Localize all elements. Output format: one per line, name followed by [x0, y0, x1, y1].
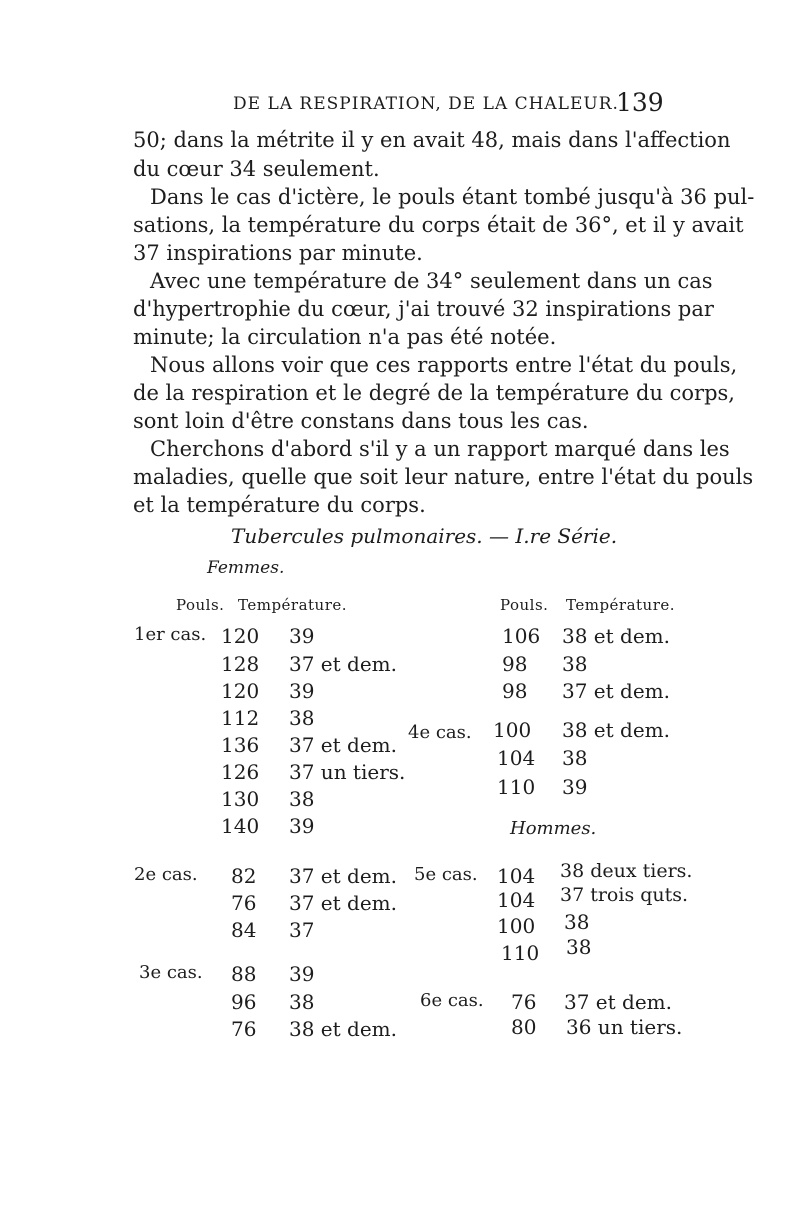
table-cell-pouls: 140 [221, 814, 260, 838]
table-cell-temp: 39 [289, 962, 315, 986]
table-cell-pouls: 130 [221, 787, 260, 811]
table-cell-pouls: 126 [221, 760, 260, 784]
table-cell-temp: 38 [564, 910, 590, 934]
body-line: du cœur 34 seulement. [133, 157, 380, 181]
table-cell-temp: 38 et dem. [562, 718, 670, 742]
table-cell-pouls: 106 [502, 624, 541, 648]
body-line: Nous allons voir que ces rapports entre l'état du pouls, [150, 353, 738, 377]
running-title: DE LA RESPIRATION, DE LA CHALEUR. [233, 94, 619, 114]
col-pouls-right: Pouls. [500, 596, 549, 614]
col-pouls-left: Pouls. [176, 596, 225, 614]
table-cell-temp: 37 et dem. [564, 990, 672, 1014]
table-cell-pouls: 88 [231, 962, 257, 986]
table-cell-pouls: 84 [231, 918, 257, 942]
body-line: sont loin d'être constans dans tous les cas. [133, 409, 589, 433]
table-cell-temp: 37 un tiers. [289, 760, 406, 784]
table-cell-pouls: 110 [497, 775, 536, 799]
table-cell-pouls: 76 [511, 990, 537, 1014]
body-line: Avec une température de 34° seulement dans un cas [150, 269, 713, 293]
table-cell-temp: 37 trois quts. [560, 884, 689, 906]
case-label: 1er cas. [134, 624, 207, 645]
table-cell-temp: 38 deux tiers. [560, 860, 693, 882]
body-line: Dans le cas d'ictère, le pouls étant tombé jusqu'à 36 pul- [150, 185, 755, 209]
section-hommes: Hommes. [510, 818, 597, 839]
body-line: 50; dans la métrite il y en avait 48, mais dans l'affection [133, 128, 731, 152]
table-cell-temp: 38 et dem. [289, 1017, 397, 1041]
table-cell-pouls: 104 [497, 864, 536, 888]
table-cell-pouls: 112 [221, 706, 260, 730]
table-cell-temp: 37 et dem. [289, 733, 397, 757]
table-cell-pouls: 120 [221, 679, 260, 703]
table-cell-temp: 38 [562, 746, 588, 770]
table-cell-pouls: 82 [231, 864, 257, 888]
table-cell-temp: 38 [566, 935, 592, 959]
case-label: 3e cas. [139, 962, 203, 983]
table-cell-temp: 38 [289, 706, 315, 730]
table-cell-temp: 37 et dem. [289, 891, 397, 915]
table-cell-pouls: 98 [502, 679, 528, 703]
body-line: d'hypertrophie du cœur, j'ai trouvé 32 inspirations par [133, 297, 714, 321]
case-label: 6e cas. [420, 990, 484, 1011]
table-cell-temp: 39 [289, 679, 315, 703]
table-cell-temp: 37 et dem. [562, 679, 670, 703]
case-label: 5e cas. [414, 864, 478, 885]
table-cell-temp: 39 [289, 624, 315, 648]
body-line: maladies, quelle que soit leur nature, entre l'état du pouls [133, 465, 754, 489]
table-cell-temp: 38 [289, 787, 315, 811]
table-cell-temp: 38 [562, 652, 588, 676]
table-cell-temp: 39 [562, 775, 588, 799]
table-cell-temp: 38 et dem. [562, 624, 670, 648]
table-cell-pouls: 136 [221, 733, 260, 757]
table-title: Tubercules pulmonaires. — I.re Série. [231, 524, 618, 548]
table-cell-pouls: 128 [221, 652, 260, 676]
table-cell-pouls: 120 [221, 624, 260, 648]
table-cell-temp: 37 [289, 918, 315, 942]
col-temp-left: Température. [238, 596, 348, 614]
table-cell-temp: 38 [289, 990, 315, 1014]
table-cell-pouls: 110 [501, 941, 540, 965]
col-temp-right: Température. [566, 596, 676, 614]
table-cell-pouls: 76 [231, 891, 257, 915]
body-line: minute; la circulation n'a pas été notée. [133, 325, 557, 349]
table-cell-pouls: 96 [231, 990, 257, 1014]
body-line: Cherchons d'abord s'il y a un rapport marqué dans les [150, 437, 730, 461]
body-line: et la température du corps. [133, 493, 426, 517]
table-cell-pouls: 100 [497, 914, 536, 938]
table-cell-pouls: 98 [502, 652, 528, 676]
table-cell-pouls: 104 [497, 746, 536, 770]
body-line: sations, la température du corps était de 36°, et il y avait [133, 213, 744, 237]
table-cell-temp: 36 un tiers. [566, 1015, 683, 1039]
page-number: 139 [616, 88, 664, 117]
body-line: de la respiration et le degré de la température du corps, [133, 381, 735, 405]
table-cell-pouls: 80 [511, 1015, 537, 1039]
case-label: 2e cas. [134, 864, 198, 885]
table-cell-temp: 37 et dem. [289, 652, 397, 676]
body-line: 37 inspirations par minute. [133, 241, 423, 265]
table-cell-pouls: 100 [493, 718, 532, 742]
table-cell-pouls: 104 [497, 888, 536, 912]
table-cell-temp: 39 [289, 814, 315, 838]
section-femmes: Femmes. [207, 558, 285, 578]
table-cell-temp: 37 et dem. [289, 864, 397, 888]
case-label: 4e cas. [408, 722, 472, 743]
table-cell-pouls: 76 [231, 1017, 257, 1041]
